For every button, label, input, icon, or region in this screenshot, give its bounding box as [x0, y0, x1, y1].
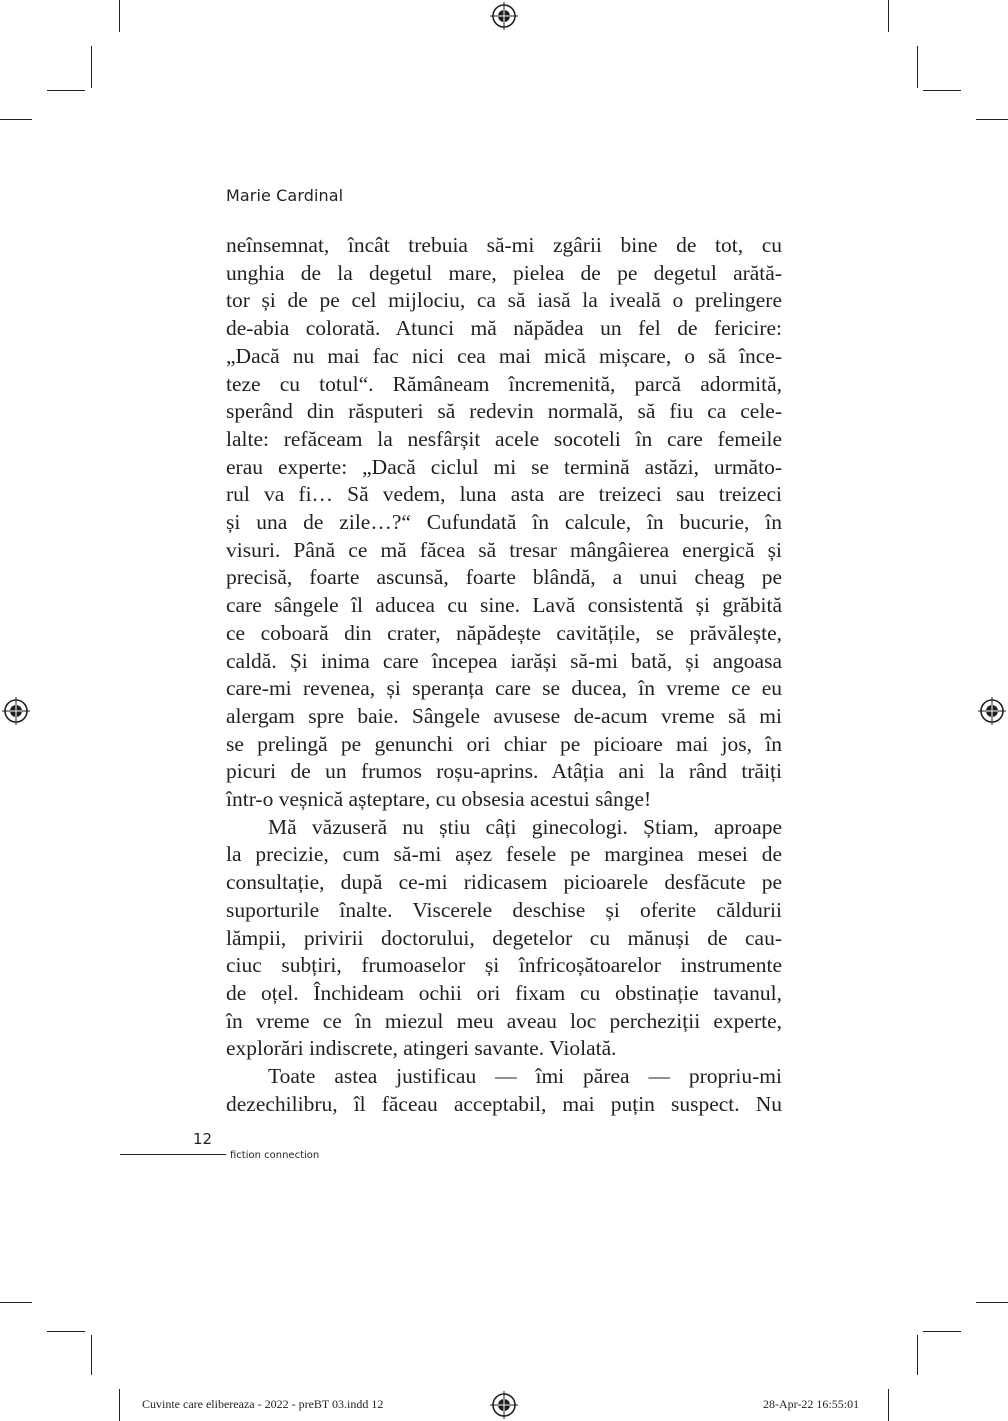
text-line: ciuc subțiri, frumoaselor și înfricoșătoarelor instrumente	[226, 953, 782, 978]
registration-mark-icon	[490, 1391, 518, 1419]
crop-mark	[917, 1335, 918, 1375]
registration-mark-icon	[2, 697, 30, 725]
crop-mark	[0, 1302, 32, 1303]
crop-mark	[888, 0, 889, 32]
folio-rule	[120, 1154, 226, 1155]
registration-mark-icon	[978, 697, 1006, 725]
text-line: în vreme ce în miezul meu aveau loc percheziții experte,	[226, 1008, 782, 1033]
crop-mark	[917, 46, 918, 88]
crop-mark	[976, 119, 1008, 120]
crop-mark	[119, 0, 120, 32]
running-head: Marie Cardinal	[226, 186, 344, 205]
text-line: de oțel. Închideam ochii ori fixam cu obstinație tavanul,	[226, 980, 782, 1005]
text-line: și una de zile…?“ Cufundată în calcule, în bucurie, în	[226, 510, 782, 535]
text-line: care sângele îl aducea cu sine. Lavă consistentă și grăbită	[226, 593, 782, 618]
text-line: erau experte: „Dacă ciclul mi se termină astăzi, următo-	[226, 454, 782, 479]
text-line: rul va fi… Să vedem, luna asta are treizeci sau treizeci	[226, 482, 782, 507]
crop-mark	[923, 1331, 961, 1332]
text-line: care-mi revenea, și speranța care se ducea, în vreme ce eu	[226, 676, 782, 701]
text-line: de-abia colorată. Atunci mă năpădea un fel de fericire:	[226, 316, 782, 341]
text-line: neînsemnat, încât trebuia să-mi zgârii bine de tot, cu	[226, 233, 782, 257]
text-line: lalte: refăceam la nesfârșit acele socoteli în care femeile	[226, 426, 782, 451]
crop-mark	[0, 119, 32, 120]
text-line: la precizie, cum să-mi așez fesele pe marginea mesei de	[226, 842, 782, 867]
text-line: Mă văzuseră nu știu câți ginecologi. Știam, aproape	[268, 814, 782, 839]
crop-mark	[888, 1389, 889, 1421]
slug-datetime: 28-Apr-22 16:55:01	[763, 1397, 860, 1411]
text-line: precisă, foarte ascunsă, foarte blândă, a unui cheag pe	[226, 565, 782, 590]
crop-mark	[47, 90, 85, 91]
body-text	[226, 232, 782, 1119]
text-line: picuri de un frumos roșu-aprins. Atâția ani la rând trăiți	[226, 759, 782, 784]
slug-filename: Cuvinte care elibereaza - 2022 - preBT 03.indd 12	[142, 1397, 384, 1411]
text-line: suporturile înalte. Viscerele deschise și oferite căldurii	[226, 897, 782, 922]
crop-mark	[47, 1331, 85, 1332]
text-line: alergam spre baie. Sângele avusese de-acum vreme să mi	[226, 703, 782, 728]
text-line: caldă. Și inima care începea iarăși să-mi bată, și angoasa	[226, 648, 782, 673]
text-line: se prelingă pe genunchi ori chiar pe picioare mai jos, în	[226, 731, 782, 756]
text-line: lămpii, privirii doctorului, degetelor cu mănuși de cau-	[226, 925, 782, 950]
text-line: tor și de pe cel mijlociu, ca să iasă la iveală o prelingere	[226, 288, 782, 313]
text-line: Toate astea justificau — îmi părea — propriu-mi	[268, 1064, 782, 1089]
text-line: sperând din răsputeri să redevin normală, să fiu ca cele-	[226, 399, 782, 424]
text-line: visuri. Până ce mă făcea să tresar mângâierea energică și	[226, 537, 782, 562]
crop-mark	[91, 46, 92, 88]
text-line: „Dacă nu mai fac nici cea mai mică mișcare, o să înce-	[226, 343, 782, 368]
text-line: explorări indiscrete, atingeri savante. Violată.	[226, 1036, 617, 1061]
text-line: consultație, după ce-mi ridicasem picioarele desfăcute pe	[226, 870, 782, 895]
crop-mark	[923, 90, 961, 91]
text-line: ce coboară din crater, năpădește cavitățile, se prăvălește,	[226, 620, 782, 645]
registration-mark-icon	[490, 2, 518, 30]
imprint-label: fiction connection	[230, 1150, 320, 1161]
text-line: într-o veșnică așteptare, cu obsesia acestui sânge!	[226, 787, 652, 812]
crop-mark	[91, 1335, 92, 1375]
crop-mark	[119, 1389, 120, 1421]
page-number: 12	[193, 1130, 213, 1148]
text-line: unghia de la degetul mare, pielea de pe degetul arătă-	[226, 260, 782, 285]
crop-mark	[976, 1302, 1008, 1303]
text-line: dezechilibru, îl făceau acceptabil, mai puțin suspect. Nu	[226, 1091, 782, 1116]
text-line: teze cu totul“. Rămâneam încremenită, parcă adormită,	[226, 371, 782, 396]
